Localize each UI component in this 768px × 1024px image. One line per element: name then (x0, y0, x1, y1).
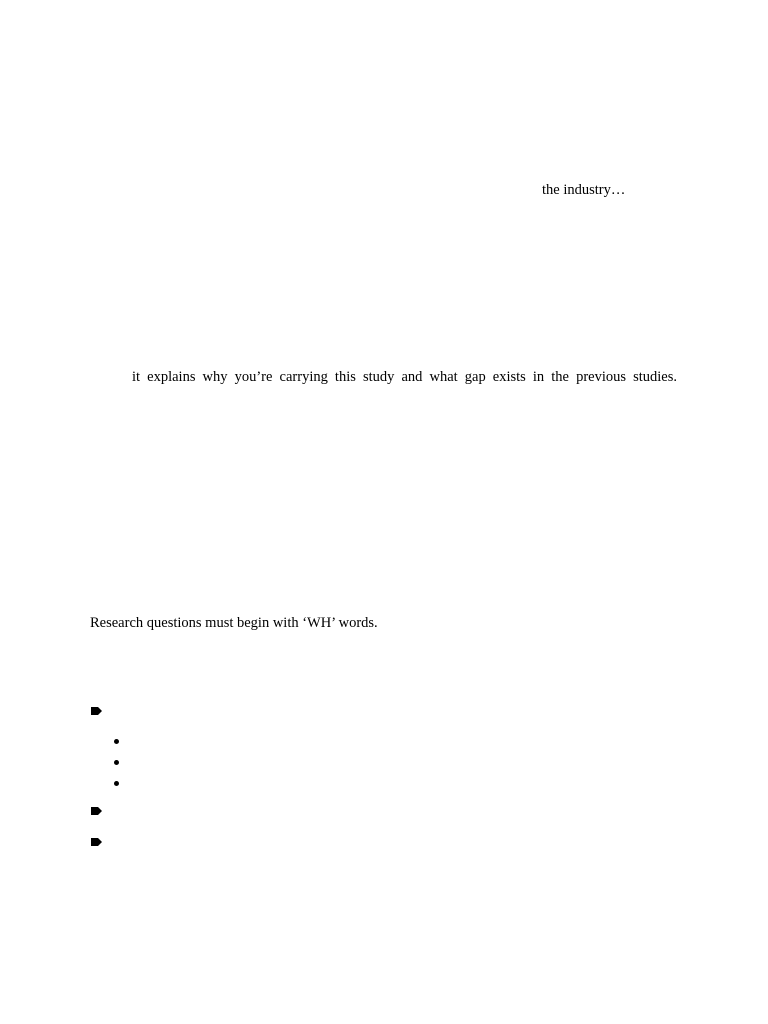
arrow-bullet-icon (91, 838, 103, 846)
dot-bullet-icon (114, 760, 119, 765)
text-fragment-industry: the industry… (542, 182, 626, 198)
arrow-bullet-icon (91, 807, 103, 815)
arrow-bullet-icon (91, 707, 103, 715)
research-questions-note: Research questions must begin with ‘WH’ words. (90, 615, 378, 631)
dot-bullet-icon (114, 781, 119, 786)
text-fragment-explains-gap: it explains why you’re carrying this study and what gap exists in the previous studies. (132, 369, 677, 385)
dot-bullet-icon (114, 739, 119, 744)
